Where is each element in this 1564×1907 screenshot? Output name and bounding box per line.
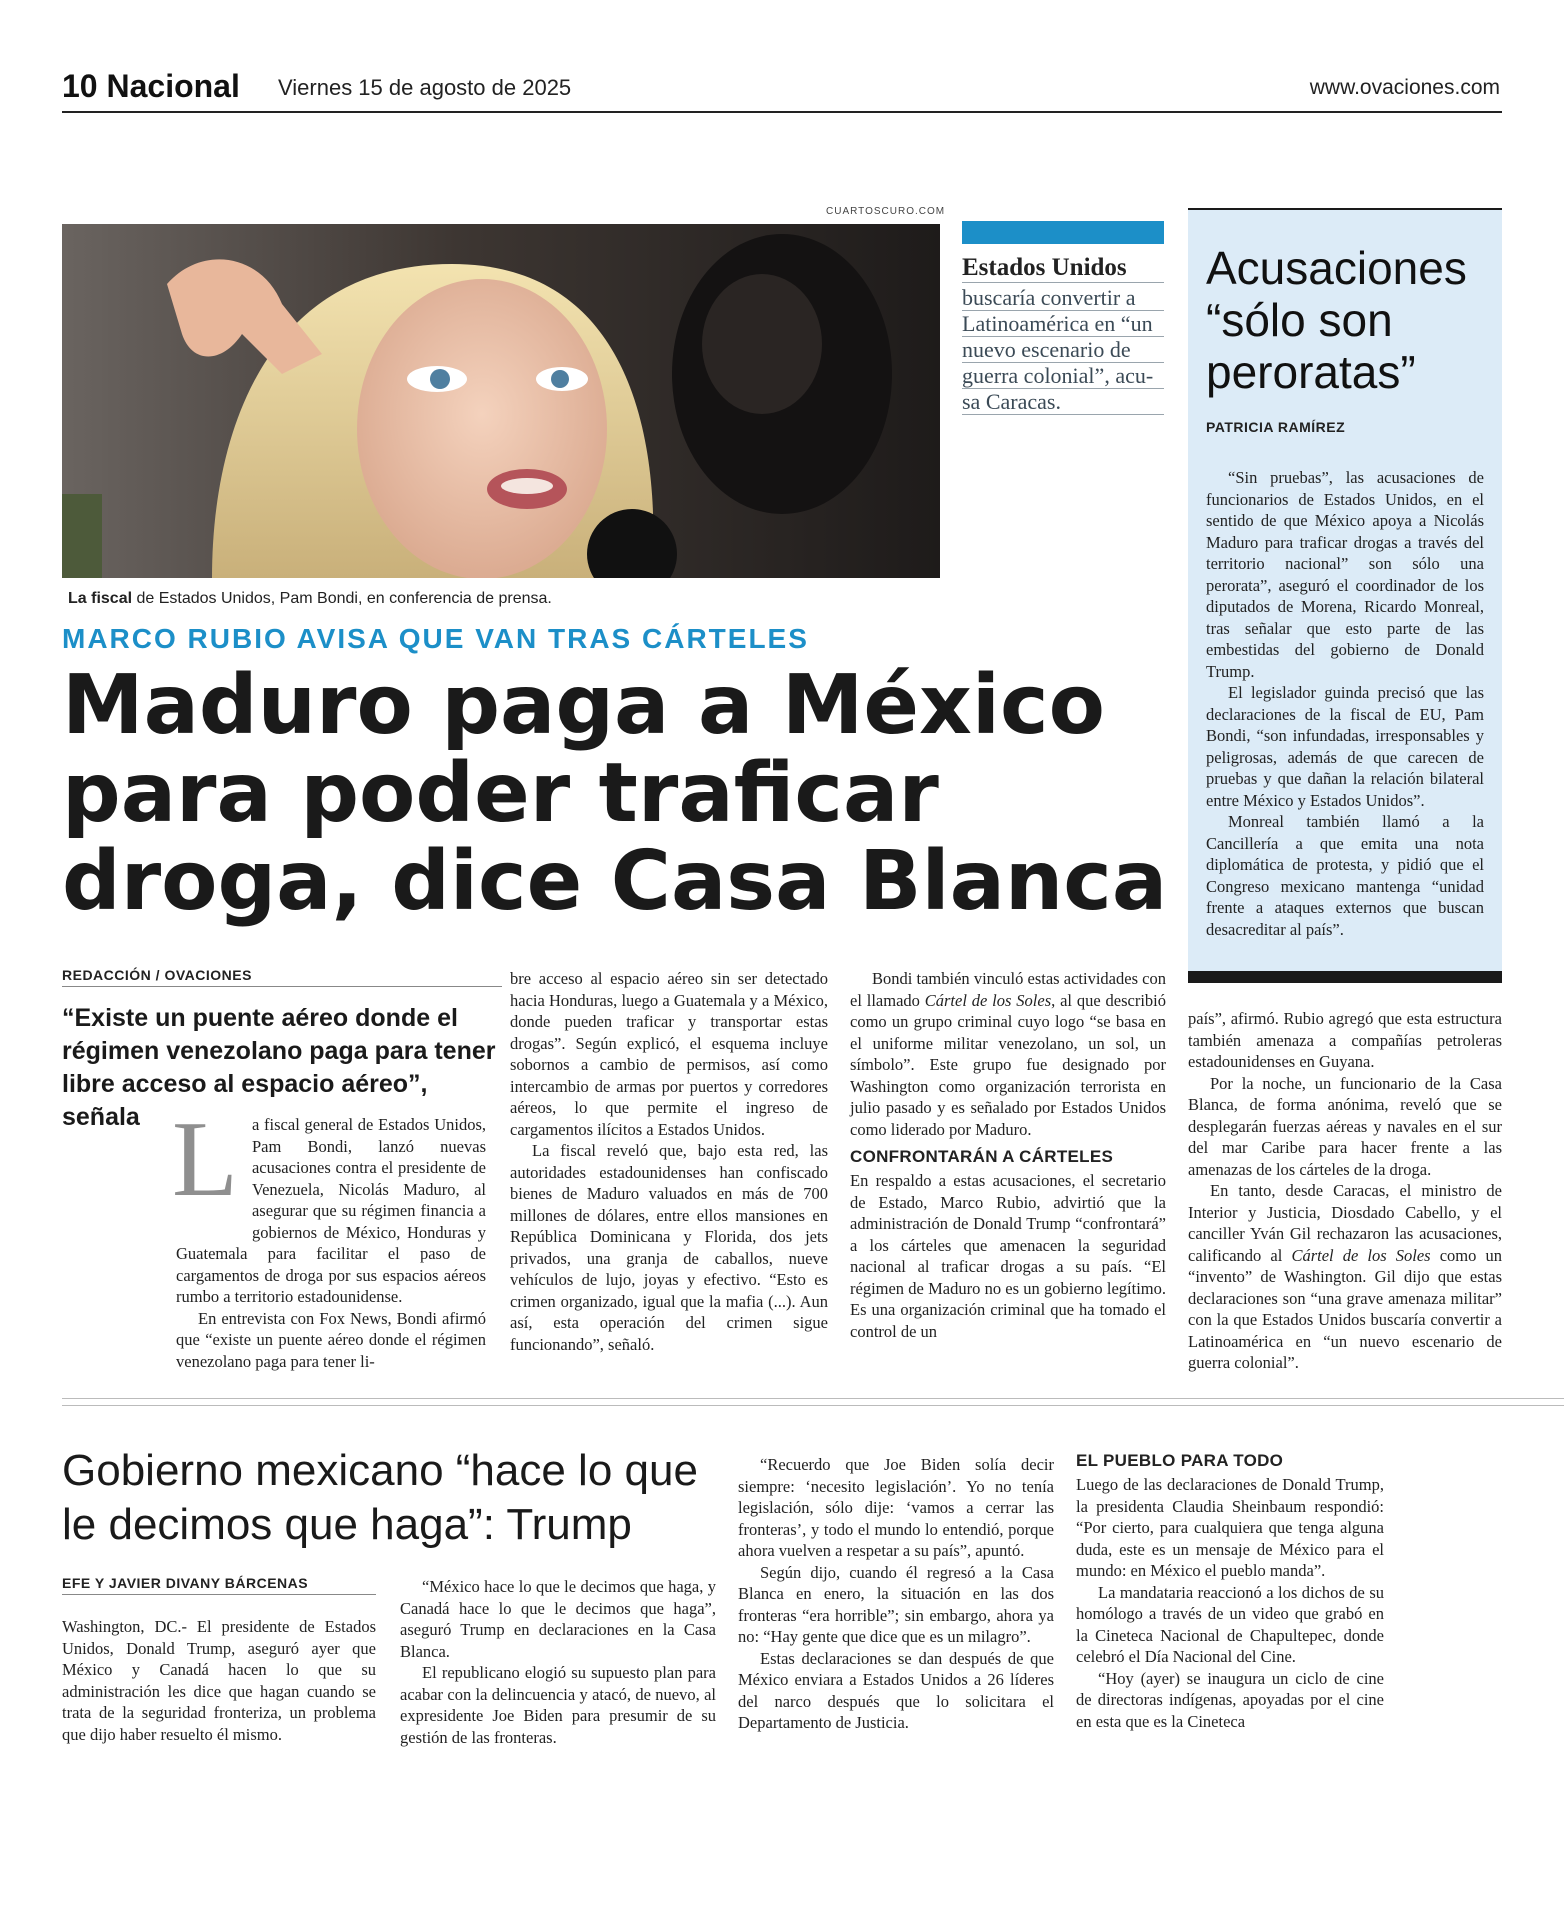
article-paragraph: La fiscal reveló que, bajo esta red, las autoridades estadounidenses han confiscado bienes de Maduro valuados en más de 700 millones de dólares, entre ellos mansiones en República Dominicana y Florida, dos jets privados, una granja de caballos, nueve vehículos de lujo, joyas y efectivo. “Esto es crimen organizado, igual que la mafia (...). Aun así, esta operación del crimen sigue funcionando”, señaló.: [510, 1141, 828, 1354]
article-column: [1076, 1450, 1384, 1732]
blurb: [962, 254, 1164, 415]
sidebar-title-line: peroratas”: [1206, 346, 1416, 398]
article-column-1: [172, 1100, 486, 1372]
caption-text: de Estados Unidos, Pam Bondi, en conferencia de prensa.: [132, 590, 552, 607]
news-photo: [62, 224, 940, 578]
sidebar-title-line: Acusaciones: [1206, 242, 1467, 294]
headline-line: para poder traficar: [62, 746, 939, 841]
article-paragraph: bre acceso al espacio aéreo sin ser detectado hacia Honduras, luego a Guatemala y a México, donde pueden traficar y transportar estas drogas”. Según explicó, el esquema incluye sobornos a cambio de permisos, así como intercambio de armas por puertos y corredores aéreos, lo que permite el ingreso de cargamentos ilícitos a Estados Unidos.: [510, 969, 828, 1139]
article-paragraph: país”, afirmó. Rubio agregó que esta estructura también amenaza a compañías petroleras estadounidenses en Guyana.: [1188, 1009, 1502, 1071]
article-column-4: [1188, 1008, 1502, 1374]
article-paragraph: Estas declaraciones se dan después de que México enviara a Estados Unidos a 26 líderes del narco después que lo solicitara el Departamento de Justicia.: [738, 1648, 1054, 1732]
text-run: Bondi también vinculó estas actividades con el llamado: [850, 969, 1166, 1010]
main-headline: [62, 658, 1182, 929]
sidebar-title: [1206, 242, 1496, 398]
article-paragraph: El republicano elogió su supuesto plan para acabar con la delincuencia y atacó, de nuevo, al expresidente Joe Biden para presumir de su gestión de las fronteras.: [400, 1663, 716, 1747]
article-paragraph: En respaldo a estas acusaciones, el secretario de Estado, Marco Rubio, advirtió que la administración de Donald Trump “confrontará” a los cárteles que amenacen la seguridad nacional al traficar drogas a su país. “El régimen de Maduro no es un gobierno legítimo. Es una organización criminal que ha tomado el control de un: [850, 1171, 1166, 1341]
main-byline: REDACCIÓN / OVACIONES: [62, 967, 252, 983]
photo-caption: [68, 588, 552, 610]
byline-rule: [62, 986, 502, 987]
blurb-line: sa Caracas.: [962, 389, 1164, 415]
article-paragraph: “Recuerdo que Joe Biden solía decir siempre: ‘necesito legislación’. Yo no tenía legislación, sólo dije: ‘vamos a cerrar las fronteras’, y todo el mundo lo entendió, porque ahora vuelven a respetar a su país”, apuntó.: [738, 1455, 1054, 1560]
subhead: EL PUEBLO PARA TODO: [1076, 1451, 1284, 1470]
text-run: , al que describió como un grupo criminal cuyo logo “se basa en el uniforme militar venezolano, un sol, un símbolo”. Este grupo fue designado por Washington como organización terrorista en julio pasado y es señalado por Estados Unidos como liderado por Maduro.: [850, 990, 1166, 1139]
article-paragraph: Washington, DC.- El presidente de Estados Unidos, Donald Trump, aseguró ayer que México y Canadá hacen lo que su administración les dice que hagan cuando se trata de la seguridad fronteriza, un problema que dijo haber resuelto él mismo.: [62, 1617, 376, 1744]
article-column: [62, 1616, 376, 1745]
text-run: como un “invento” de Washington. Gil dijo que estas declaraciones son “una grave amenaza militar” con la que Estados Unidos buscaría convertir a Latinoamérica en “un nuevo escenario de guerra colonial”.: [1188, 1245, 1502, 1372]
blurb-line: guerra colonial”, acu-: [962, 363, 1164, 389]
caption-bold: La fiscal: [68, 590, 133, 607]
sidebar-bottom-bar: [1188, 971, 1502, 983]
drop-cap-float: L: [172, 1100, 238, 1219]
text-run-italic: Cártel de los Soles: [1291, 1245, 1431, 1265]
article-column-3: [850, 968, 1166, 1342]
article-column: [400, 1576, 716, 1748]
article-paragraph: [1188, 1180, 1502, 1374]
text-run: En tanto, desde Caracas, el ministro de Interior y Justicia, Diosdado Cabello, y el canciller Yván Gil rechazaron las acusaciones, calificando al: [1188, 1181, 1502, 1265]
article-paragraph: En entrevista con Fox News, Bondi afirmó que “existe un puente aéreo donde el régimen venezolano paga para tener li-: [176, 1308, 486, 1371]
article-paragraph: La fiscal general de Estados Unidos, Pam Bondi, lanzó nuevas acusaciones contra el presidente de Venezuela, Nicolás Maduro, al asegurar que su régimen financia a gobiernos de México, Honduras y Guatemala para facilitar el paso de cargamentos de droga por sus espacios aéreos rumbo a territorio estadounidense.: [172, 1100, 486, 1306]
sidebar-body: [1206, 467, 1484, 940]
article-column: [738, 1454, 1054, 1734]
article-paragraph: “Hoy (ayer) se inaugura un ciclo de cine de directoras indígenas, apoyadas por el cine en esta que es la Cineteca: [1076, 1668, 1384, 1731]
headline-line: Maduro paga a México: [62, 658, 1105, 753]
sidebar-paragraph: “Sin pruebas”, las acusaciones de funcionarios de Estados Unidos, en el sentido de que México apoya a Nicolás Maduro para traficar drogas a través del territorio nacional” son sólo una perorata”, aseguró el coordinador de los diputados de Morena, Ricardo Monreal, tras señalar que esto parte de las embestidas del gobierno de Donald Trump.: [1206, 468, 1484, 681]
section-divider: [62, 1398, 1564, 1406]
blurb-line: nuevo escenario de: [962, 337, 1164, 363]
text-run-italic: Cártel de los Soles: [924, 990, 1052, 1010]
article-paragraph: La mandataria reaccionó a los dichos de su homólogo a través de un video que grabó en la Cineteca Nacional de Chapultepec, donde celebró el Día Nacional del Cine.: [1076, 1582, 1384, 1666]
blurb-line: buscaría convertir a: [962, 285, 1164, 311]
byline-rule: [62, 1594, 376, 1595]
article-column-2: [510, 968, 828, 1355]
blurb-line: Latinoamérica en “un: [962, 311, 1164, 337]
pull-quote: “Existe un puente aéreo donde el régimen venezolano paga para tener libre acceso al espacio aéreo”, señala: [62, 1004, 496, 1131]
article-paragraph: “México hace lo que le decimos que haga, y Canadá hace lo que le decimos que haga”, aseguró Trump en declaraciones en la Casa Blanca.: [400, 1577, 716, 1661]
website-url: www.ovaciones.com: [1309, 76, 1500, 99]
blurb-accent-bar: [962, 221, 1164, 244]
second-byline: EFE Y JAVIER DIVANY BÁRCENAS: [62, 1575, 309, 1591]
second-headline: [62, 1444, 742, 1552]
blurb-lead: Estados Unidos: [962, 254, 1164, 283]
header-rule: [62, 111, 1502, 113]
photo-credit: CUARTOSCURO.COM: [826, 206, 946, 217]
sidebar-paragraph: El legislador guinda precisó que las declaraciones de la fiscal de EU, Pam Bondi, “son infundadas, irresponsables y peligrosas, además de que carecen de pruebas y que dañan la relación bilateral entre México y Estados Unidos”.: [1206, 683, 1484, 810]
kicker: MARCO RUBIO AVISA QUE VAN TRAS CÁRTELES: [62, 623, 809, 654]
headline-line: Gobierno mexicano “hace lo que: [62, 1446, 698, 1495]
headline-line: droga, dice Casa Blanca: [62, 834, 1168, 929]
section-title: 10 Nacional: [62, 68, 240, 104]
sidebar-byline: PATRICIA RAMÍREZ: [1206, 419, 1346, 435]
sidebar-title-line: “sólo son: [1206, 294, 1393, 346]
subhead: CONFRONTARÁN A CÁRTELES: [850, 1147, 1114, 1166]
article-paragraph: Según dijo, cuando él regresó a la Casa Blanca en enero, la situación en las dos fronteras “era horrible”; sin embargo, ahora ya no: “Hay gente que dice que es un milagro”.: [738, 1562, 1054, 1646]
article-paragraph: Luego de las declaraciones de Donald Trump, la presidenta Claudia Sheinbaum respondió: “Por cierto, para cualquiera que tenga alguna duda, este es un mensaje de México para el mundo: en México el pueblo manda”.: [1076, 1475, 1384, 1580]
sidebar-paragraph: Monreal también llamó a la Cancillería a que emita una nota diplomática de protesta, y pidió que el Congreso mexicano mantenga “unidad frente a ataques externos que buscan desacreditar al país”.: [1206, 812, 1484, 939]
headline-line: le decimos que haga”: Trump: [62, 1500, 632, 1549]
article-paragraph: [850, 968, 1166, 1140]
issue-date: Viernes 15 de agosto de 2025: [278, 75, 572, 100]
article-paragraph: Por la noche, un funcionario de la Casa Blanca, de forma anónima, reveló que se desplegarán fuerzas aéreas y navales en el sur del mar Caribe para hacer frente a las amenazas de los cárteles de la droga.: [1188, 1073, 1502, 1179]
